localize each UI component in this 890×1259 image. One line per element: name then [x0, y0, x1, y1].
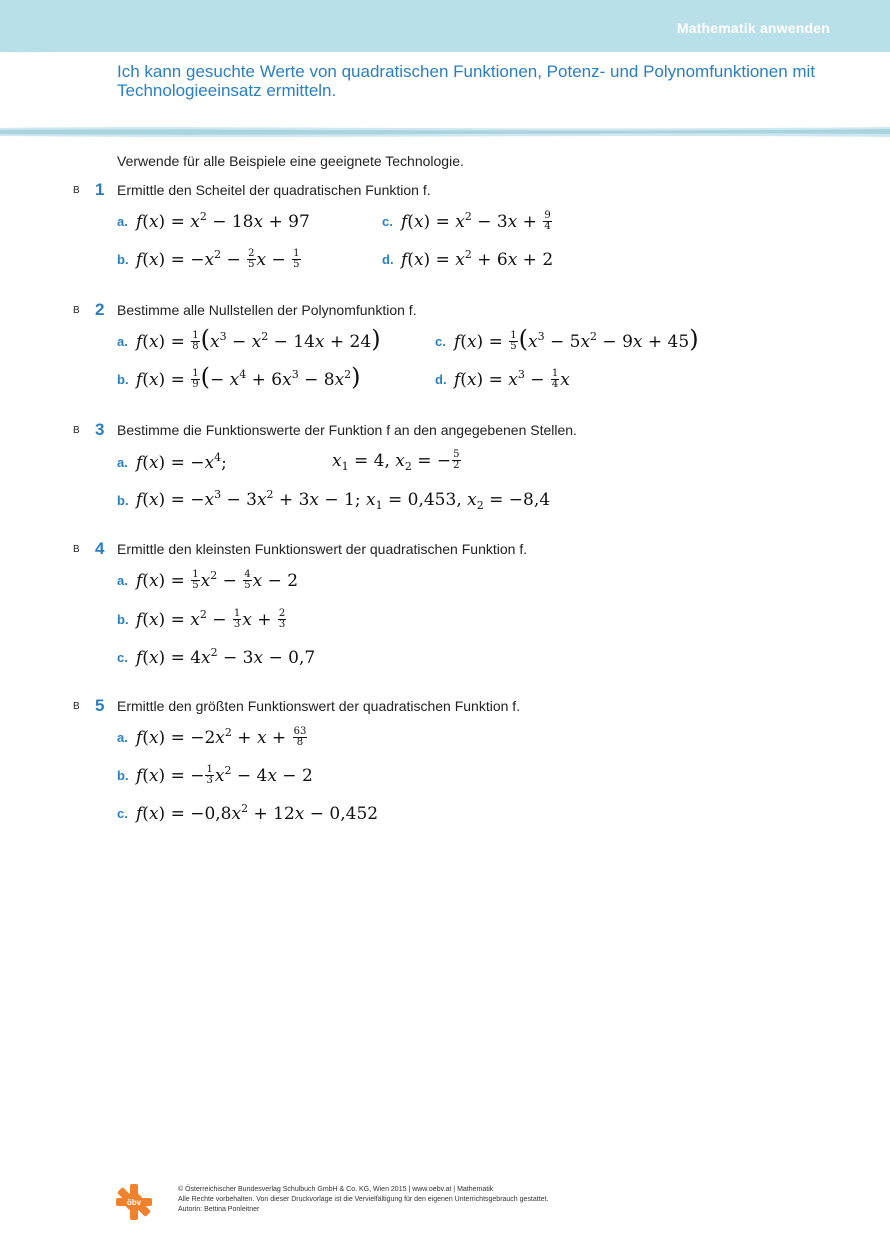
item-label: d. [382, 251, 394, 267]
task-3-item-b [117, 486, 550, 514]
task-5-header [0, 696, 890, 718]
task-5-item-b [117, 761, 313, 789]
footer-copyright: © Österreichischer Bundesverlag Schulbuch GmbH & Co. KG, Wien 2015 | www.oebv.at | Mathematik [178, 1186, 494, 1193]
item-label: c. [117, 649, 128, 665]
instruction: Verwende für alle Beispiele eine geeignete Technologie. [117, 153, 464, 169]
item-label: b. [117, 492, 129, 508]
task-2-header [0, 300, 890, 322]
task-1-item-c [382, 207, 553, 235]
task-2-item-a [117, 327, 381, 355]
formula: f(x) = $\frac{1}{5}$ $(x^3 - 5x^2 - 9x + 45)$ [454, 325, 699, 353]
task-level: B [73, 425, 80, 436]
formula: f(x) = $\frac{1}{8}$ $(x^3 - x^2 - 14x + 24)$ [136, 325, 381, 353]
formula: $f(x) = -2x^2 + x$ + $\frac{63}{8}$ [136, 725, 307, 748]
item-label: a. [117, 729, 128, 745]
task-number: 1 [95, 180, 105, 199]
footer [178, 1185, 548, 1215]
task-text: Ermittle den Scheitel der quadratischen Funktion f. [117, 182, 431, 198]
item-label: a. [117, 333, 128, 349]
task-level: B [73, 701, 80, 712]
task-2-item-d [435, 365, 570, 393]
task-5-item-c [117, 799, 378, 827]
task-level: B [73, 305, 80, 316]
task-text: Ermittle den kleinsten Funktionswert der quadratischen Funktion f. [117, 541, 528, 557]
task-3-item-a [117, 448, 227, 476]
item-label: b. [117, 251, 129, 267]
formula: $f(x) = x^2$ − $\frac{1}{3}$ x + $\frac{2}{3}$ [136, 607, 286, 630]
task-text: Bestimme die Funktionswerte der Funktion f an den angegebenen Stellen. [117, 422, 577, 438]
item-label: c. [382, 213, 393, 229]
item-label: b. [117, 371, 129, 387]
oebv-logo [116, 1184, 152, 1220]
task-number: 3 [95, 420, 105, 439]
task-number: 4 [95, 539, 105, 558]
task-1-header [0, 180, 890, 202]
formula: f(x) = − $\frac{1}{3}$ $x^2 - 4x - 2$ [136, 763, 313, 786]
task-3-header [0, 420, 890, 442]
header-wave [0, 34, 890, 64]
task-text: Bestimme alle Nullstellen der Polynomfunktion f. [117, 302, 417, 318]
item-label: a. [117, 572, 128, 588]
task-text: Ermittle den größten Funktionswert der quadratischen Funktion f. [117, 698, 521, 714]
item-label: b. [117, 767, 129, 783]
formula: $f(x) = 4x^2 - 3x - 0,7$ [136, 646, 316, 668]
task-1-item-a [117, 207, 310, 235]
footer-author: Autorin: Bettina Ponleitner [178, 1206, 260, 1213]
item-label: c. [117, 805, 128, 821]
formula: f(x) = $\frac{1}{5}$ $x^2$ − $\frac{4}{5}$ x − 2 [136, 568, 299, 591]
task-level: B [73, 185, 80, 196]
task-1-item-d [382, 245, 553, 273]
footer-rights: Alle Rechte vorbehalten. Von dieser Druckvorlage ist die Vervielfältigung für den eigenen Unterrichtsgebrauch gestattet. [178, 1196, 549, 1203]
item-label: a. [117, 454, 128, 470]
formula: $f(x) = -x^3 - 3x^2 + 3x - 1$; $x_1 = 0,453$, $x_2 = -8,4$ [136, 488, 551, 512]
item-label: d. [435, 371, 447, 387]
task-2-item-b [117, 365, 361, 393]
section-label: Mathematik anwenden [676, 20, 830, 36]
task-4-item-a [117, 566, 298, 594]
task-3-item-a-points [332, 448, 462, 476]
formula: $f(x) = -x^2$ − $\frac{2}{5}$ x − $\frac{1}{5}$ [136, 247, 300, 270]
task-2-item-c [435, 327, 699, 355]
formula: $f(x) = x^2 + 6x + 2$ [401, 248, 554, 270]
formula: $f(x) = x^3$ − $\frac{1}{4}$ x [454, 367, 570, 390]
item-label: a. [117, 213, 128, 229]
formula: $x_1 = 4$, $x_2$ = − $\frac{5}{2}$ [332, 449, 460, 473]
task-4-header [0, 539, 890, 561]
learning-goal: Ich kann gesuchte Werte von quadratischen Funktionen, Potenz- und Polynomfunktionen mit Technologieeinsatz ermitteln. [117, 62, 816, 100]
formula: $f(x) = x^2 - 18x + 97$ [136, 210, 310, 232]
item-label: b. [117, 611, 129, 627]
formula: $f(x) = x^2 - 3x$ + $\frac{9}{4}$ [401, 209, 551, 232]
task-number: 5 [95, 696, 105, 715]
task-4-item-b [117, 605, 287, 633]
formula: $f(x) = -x^4$; [136, 451, 227, 473]
task-number: 2 [95, 300, 105, 319]
task-level: B [73, 544, 80, 555]
task-5-item-a [117, 723, 308, 751]
formula: $f(x) = -0,8x^2 + 12x - 0,452$ [136, 802, 379, 824]
task-4-item-c [117, 643, 315, 671]
task-1-item-b [117, 245, 302, 273]
separator-band [0, 125, 890, 139]
logo-text: öbv [126, 1198, 142, 1207]
item-label: c. [435, 333, 446, 349]
formula: f(x) = $\frac{1}{9}$ (− $x^4 + 6x^3 - 8x^2$) [136, 363, 361, 391]
